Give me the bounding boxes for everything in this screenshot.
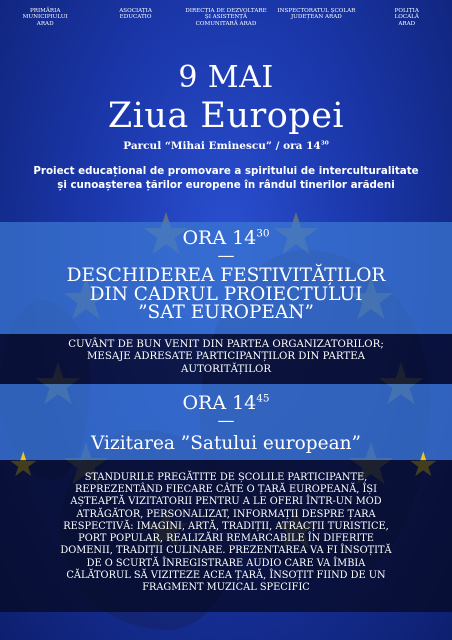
event2-band	[0, 384, 452, 460]
event1-band	[0, 222, 452, 334]
sponsor-ddac: DIRECȚIA DE DEZVOLTARE ȘI ASISTENȚĂ COMUNITARĂ ARAD	[185, 8, 267, 27]
event1-hour: ORA $14^{30}$	[182, 227, 270, 249]
event-location: Parcul “Mihai Eminescu” / ora $14^{30}$	[123, 140, 329, 152]
event1-title: DESCHIDEREA FESTIVITĂȚILOR DIN CADRUL PROIECTULUI ”SAT EUROPEAN”	[66, 265, 386, 324]
project-description: Proiect educațional de promovare a spiritului de interculturalitate și cunoașterea țărilor europene în rândul tinerilor arădeni	[33, 165, 419, 192]
event2-hour: ORA $14^{45}$	[182, 392, 270, 414]
sponsor-politia: POLIȚIA LOCALĂ ARAD	[394, 8, 419, 27]
event1-dash: —	[217, 246, 235, 266]
sponsor-primaria: PRIMĂRIA MUNICIPIULUI ARAD	[22, 8, 68, 27]
event-date: 9 MAI	[178, 60, 274, 95]
event2-dash: —	[217, 411, 235, 431]
event1-description: CUVÂNT DE BUN VENIT DIN PARTEA ORGANIZATORILOR; MESAJE ADRESATE PARTICIPANȚILOR DIN PARTEA AUTORITĂȚILOR	[68, 339, 384, 375]
sponsor-isj: INSPECTORATUL ȘCOLAR JUDEȚEAN ARAD	[277, 8, 356, 21]
event2-title: Vizitarea ”Satului european”	[91, 433, 361, 455]
sponsors-row	[0, 8, 452, 27]
sponsor-educatio: ASOCIAȚIA EDUCATIO	[119, 8, 152, 21]
event2-description: STANDURILE PREGĂTITE DE ȘCOLILE PARTICIPANTE, REPREZENTÂND FIECARE CÂTE O ȚARĂ EUROPEANĂ, ÎȘI AȘTEAPTĂ VIZITATORII PENTRU A LE OFERI ÎNTR-UN MOD ATRĂGĂTOR, PERSONALIZAT, INFORMAȚII DESPRE ȚARA RESPECTIVĂ: IMAGINI, ARTĂ, TRADIȚII, ATRACȚII TURISTICE, PORT POPULAR, REALIZĂRI REMARCABILE ÎN DIFERITE DOMENII, TRADIȚII CULINARE. PREZENTAREA VA FI ÎNSOȚITĂ DE O SCURTĂ ÎNREGISTRARE AUDIO CARE VA ÎMBIA CĂLĂTORUL SĂ VIZITEZE ACEA ȚARĂ, ÎNSOȚIT FIIND DE UN FRAGMENT MUZICAL SPECIFIC	[60, 472, 392, 594]
poster-title: Ziua Europei	[107, 96, 345, 136]
